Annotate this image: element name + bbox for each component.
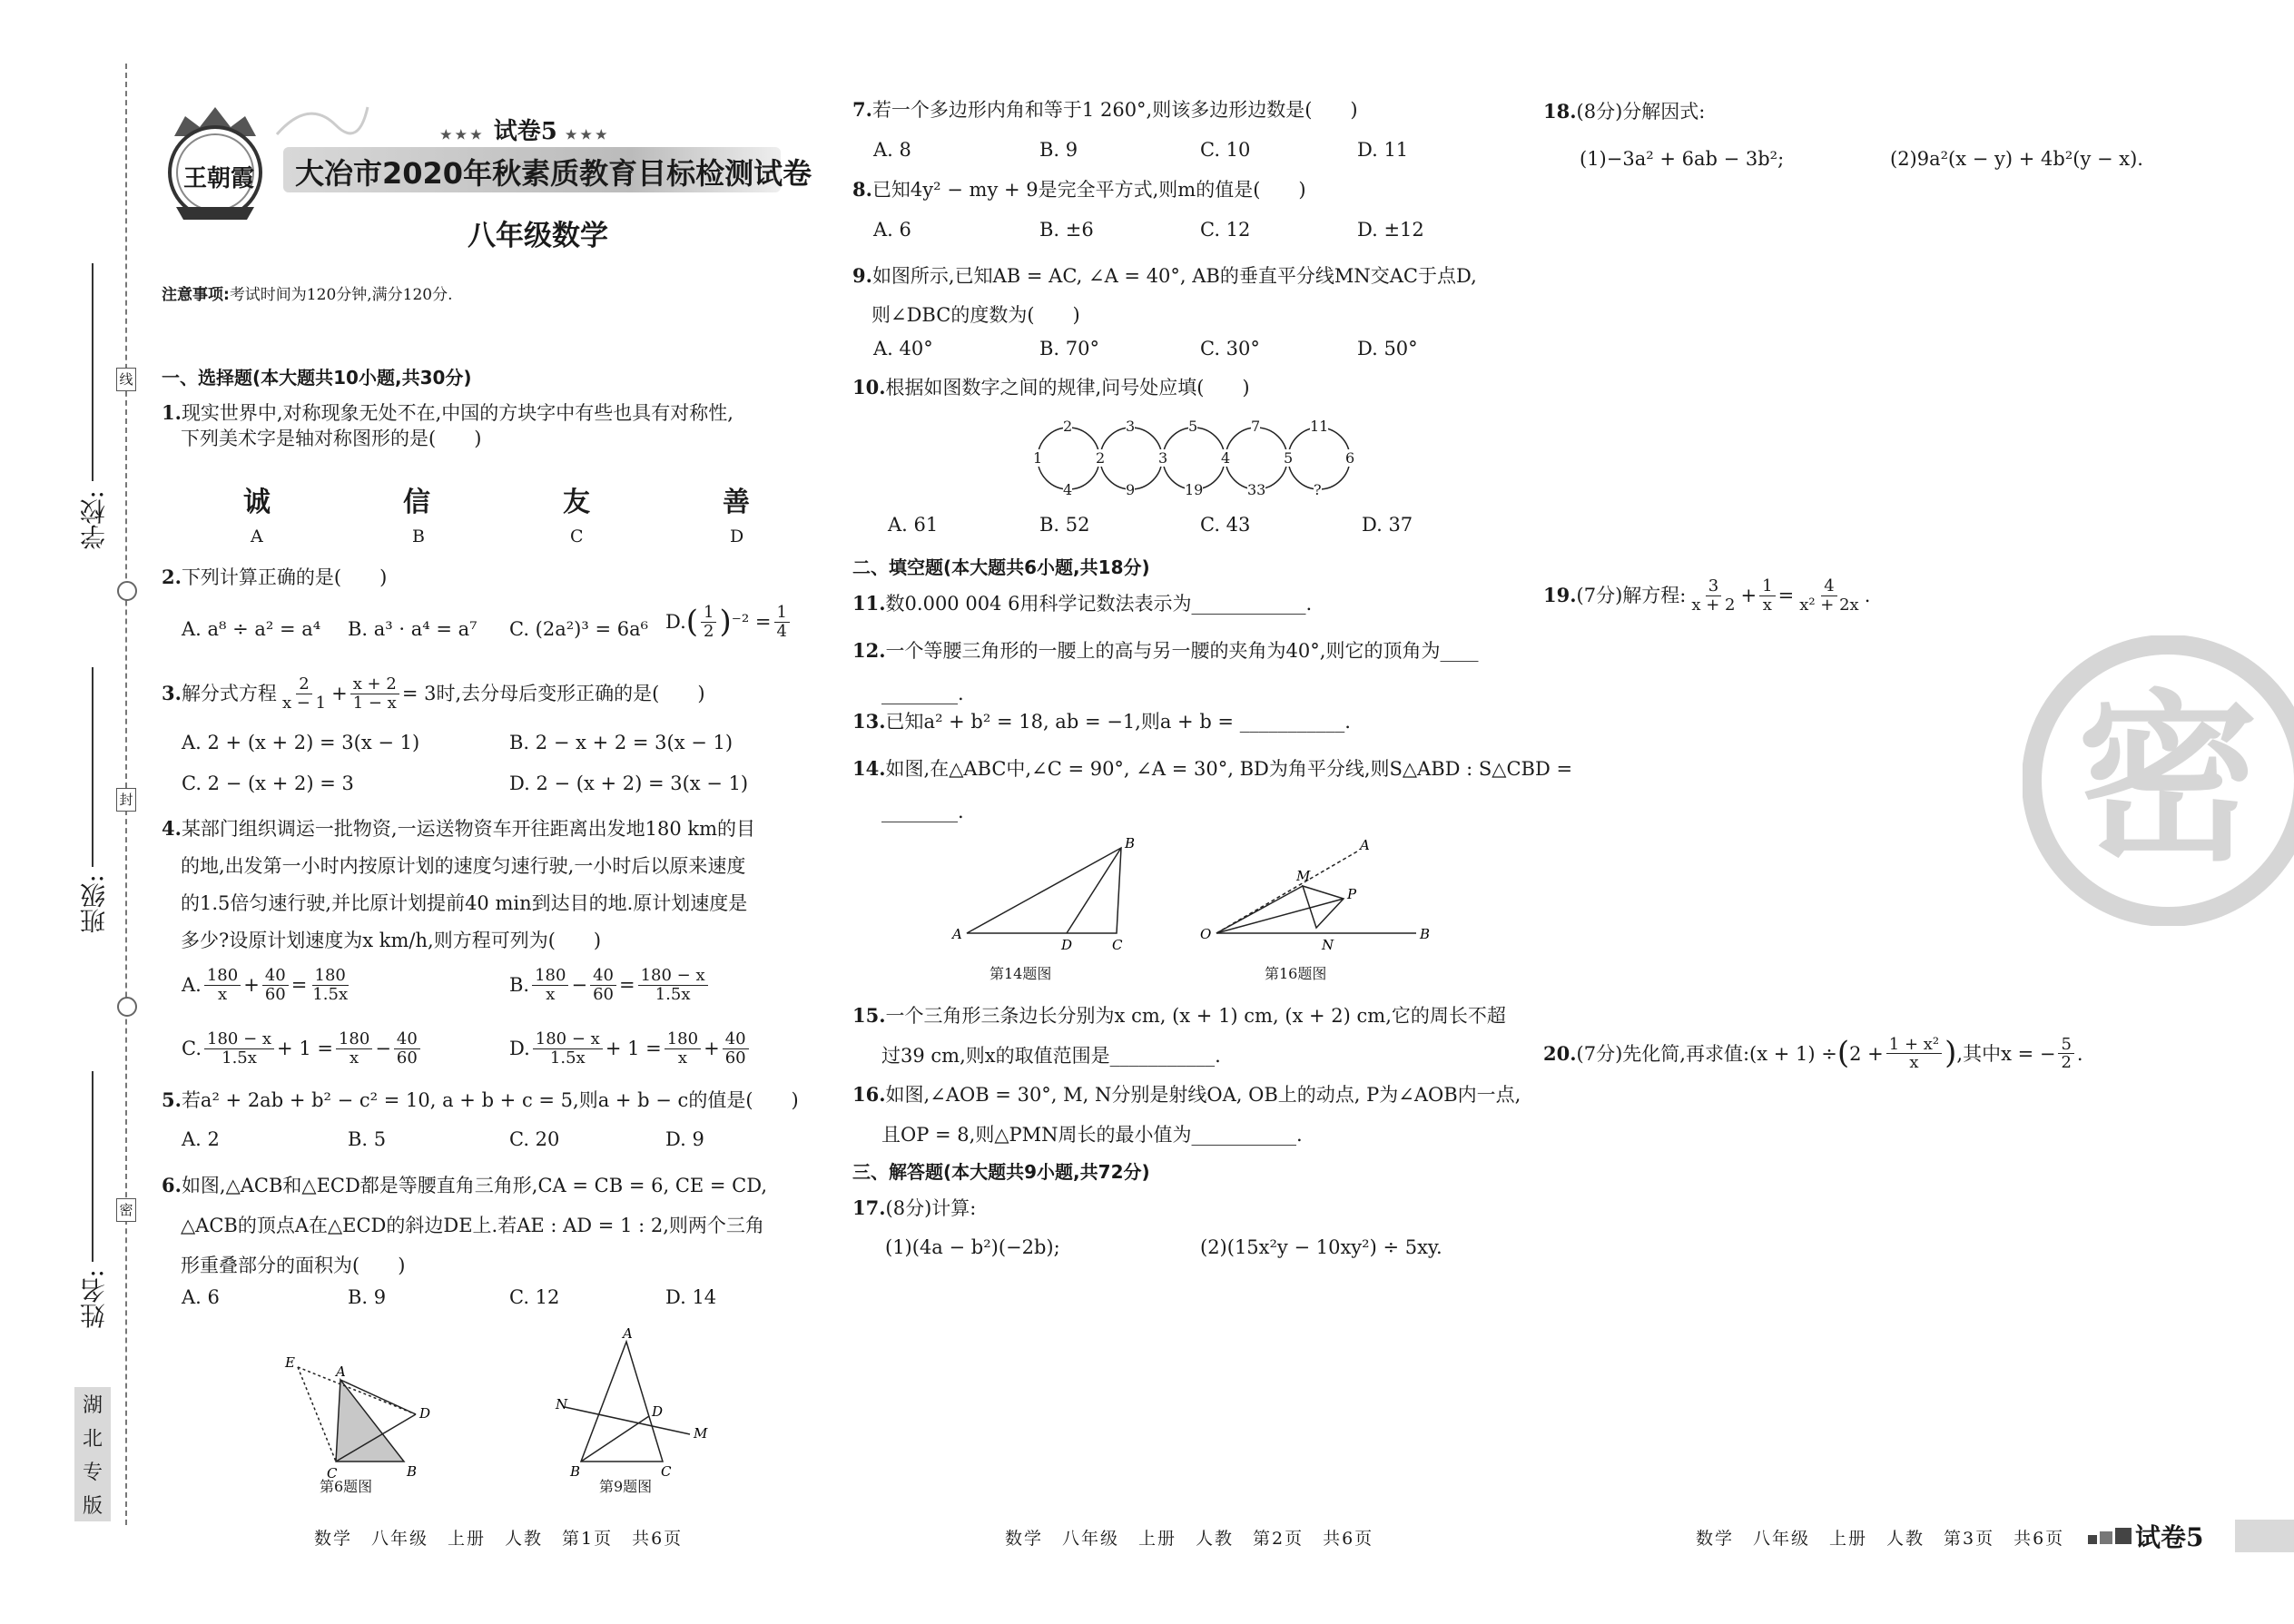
- figure-9-caption: 第9题图: [599, 1478, 653, 1495]
- binding-dot-icon: [117, 997, 137, 1017]
- circle-mid-num: 5: [1284, 449, 1294, 467]
- question-6: 6.如图,△ACB和△ECD都是等腰直角三角形,CA = CB = 6, CE = CD, △ACB的顶点A在△ECD的斜边DE上.若AE : AD = 1 : 2,则两个三角 形重叠部分的面积为( ): [162, 1174, 767, 1276]
- q5-option-d: D. 9: [665, 1128, 704, 1150]
- figure-10-circles: [1030, 413, 1375, 504]
- footer-squares-decoration: [2088, 1528, 2133, 1546]
- svg-text:C: C: [661, 1463, 672, 1480]
- figure-9: [554, 1325, 717, 1480]
- q2-option-d: D. ( $\frac{1}{2}$ ) ⁻² = $\frac{1}{4}$: [665, 604, 793, 641]
- q9-option-d: D. 50°: [1357, 338, 1418, 359]
- footer-paper-tag: 试卷5: [2135, 1522, 2204, 1552]
- q5-option-c: C. 20: [509, 1128, 560, 1150]
- q2-option-b: B. a³ · a⁴ = a⁷: [348, 618, 478, 640]
- q9-option-a: A. 40°: [873, 338, 933, 359]
- figure-6-caption: 第6题图: [320, 1478, 373, 1495]
- svg-text:M: M: [1296, 868, 1311, 884]
- circle-top-num: 7: [1251, 418, 1261, 435]
- circle-top-num: 11: [1310, 418, 1329, 435]
- q7-option-c: C. 10: [1200, 139, 1251, 161]
- school-label: 学校:: [79, 490, 109, 550]
- question-17: 17.(8分)计算:: [852, 1196, 977, 1219]
- question-2: 2.下列计算正确的是( ): [162, 566, 388, 588]
- q2-option-c: C. (2a²)³ = 6a⁶: [509, 618, 649, 640]
- svg-text:A: A: [952, 926, 962, 942]
- question-9: 9.如图所示,已知AB = AC, ∠A = 40°, AB的垂直平分线MN交AC于点D, 则∠DBC的度数为( ): [852, 264, 1477, 326]
- circle-bottom-num: 4: [1063, 481, 1073, 498]
- question-20: 20. (7分)先化简,再求值:(x + 1) ÷ ( 2 + $\frac{\text{1 + x²}}{x}$ ) ,其中x = − $\frac{5}{2}$ .: [1543, 1034, 2083, 1073]
- q4-option-c: C. $\frac{180 - x}{1.5x}$ + 1 = $\frac{180}{x}$ − $\frac{40}{60}$: [182, 1030, 423, 1068]
- q6-option-c: C. 12: [509, 1286, 560, 1308]
- section-choice-heading: 一、选择题(本大题共10小题,共30分): [162, 367, 472, 389]
- circle-mid-num: 3: [1158, 449, 1168, 467]
- question-15: 15.一个三角形三条边长分别为x cm, (x + 1) cm, (x + 2) cm,它的周长不超 过39 cm,则x的取值范围是___________.: [852, 1004, 1506, 1067]
- q10-option-a: A. 61: [888, 514, 939, 536]
- svg-text:A: A: [1360, 837, 1370, 853]
- svg-text:D: D: [1061, 937, 1073, 953]
- class-field: [74, 667, 111, 967]
- svg-text:B: B: [1420, 926, 1431, 942]
- seal-glyph: 密: [2076, 674, 2259, 886]
- question-3: 3. 解分式方程 $\frac{2}{x - 1}$ + $\frac{x + 2}{1 - x}$ = 3时,去分母后变形正确的是( ): [162, 674, 705, 713]
- question-12: 12.一个等腰三角形的一腰上的高与另一腰的夹角为40°,则它的顶角为____ ________.: [852, 639, 1479, 704]
- q4-option-d: D. $\frac{180 - x}{1.5x}$ + 1 = $\frac{180}{x}$ + $\frac{40}{60}$: [509, 1030, 752, 1068]
- footer-tag-bar: [2235, 1520, 2294, 1552]
- question-14: 14.如图,在△ABC中,∠C = 90°, ∠A = 30°, BD为角平分线,则S△ABD : S△CBD = ________.: [852, 757, 1573, 822]
- notice: 注意事项:考试时间为120分钟,满分120分.: [162, 286, 453, 304]
- question-19: 19. (7分)解方程: $\frac{3}{x + 2}$ + $\frac{1}{x}$ = $\frac{4}{\text{x² + 2x}}$ .: [1543, 576, 1871, 615]
- q1-label-d: D: [730, 527, 744, 546]
- svg-text:D: D: [652, 1403, 664, 1420]
- svg-text:M: M: [694, 1425, 708, 1442]
- q3-option-a: A. 2 + (x + 2) = 3(x − 1): [182, 732, 420, 753]
- q1-label-a: A: [251, 527, 263, 546]
- svg-text:E: E: [285, 1354, 295, 1371]
- circle-bottom-num: 33: [1247, 481, 1266, 498]
- subject-title: 八年级数学: [468, 220, 608, 252]
- paper-number: ★★★ 试卷5 ★★★: [440, 118, 611, 145]
- svg-text:N: N: [1322, 937, 1334, 953]
- svg-text:N: N: [556, 1396, 568, 1412]
- q1-char-a: 诚: [243, 487, 271, 518]
- q6-option-d: D. 14: [665, 1286, 717, 1308]
- footer-page-1: 数学 八年级 上册 人教 第1页 共6页: [314, 1529, 684, 1549]
- circle-top-num: 5: [1188, 418, 1198, 435]
- svg-text:B: B: [1125, 835, 1136, 851]
- question-16: 16.如图,∠AOB = 30°, M, N分别是射线OA, OB上的动点, P为∠AOB内一点, 且OP = 8,则△PMN周长的最小值为___________.: [852, 1083, 1521, 1146]
- question-10: 10.根据如图数字之间的规律,问号处应填( ): [852, 376, 1250, 399]
- question-5: 5.若a² + 2ab + b² − c² = 10, a + b + c = 5,则a + b − c的值是( ): [162, 1088, 799, 1111]
- q18-part-1: (1)−3a² + 6ab − 3b²;: [1580, 148, 1785, 170]
- q8-option-d: D. ±12: [1357, 219, 1424, 241]
- q7-option-d: D. 11: [1357, 139, 1409, 161]
- q1-label-b: B: [412, 527, 425, 546]
- svg-text:A: A: [336, 1363, 346, 1380]
- circle-bottom-num: 19: [1185, 481, 1204, 498]
- q17-part-2: (2)(15x²y − 10xy²) ÷ 5xy.: [1200, 1236, 1442, 1258]
- q8-option-b: B. ±6: [1039, 219, 1094, 241]
- circle-bottom-num: 9: [1126, 481, 1136, 498]
- q1-char-b: 信: [403, 487, 430, 518]
- q7-option-a: A. 8: [873, 139, 911, 161]
- circle-top-num: 2: [1063, 418, 1073, 435]
- question-8: 8.已知4y² − my + 9是完全平方式,则m的值是( ): [852, 178, 1306, 201]
- q5-option-b: B. 5: [348, 1128, 387, 1150]
- q3-option-b: B. 2 − x + 2 = 3(x − 1): [509, 732, 733, 753]
- q9-option-c: C. 30°: [1200, 338, 1260, 359]
- q17-part-1: (1)(4a − b²)(−2b);: [885, 1236, 1060, 1258]
- svg-text:C: C: [327, 1465, 338, 1480]
- class-label: 班级:: [79, 874, 109, 934]
- figure-6: [281, 1353, 445, 1480]
- svg-text:D: D: [419, 1405, 431, 1422]
- q8-option-a: A. 6: [873, 219, 911, 241]
- svg-text:C: C: [1112, 937, 1123, 953]
- exam-title: 大冶市2020年秋素质教育目标检测试卷: [295, 156, 812, 191]
- circle-mid-num: 4: [1221, 449, 1231, 467]
- svg-text:B: B: [407, 1463, 418, 1480]
- seal-mark-line: 线: [116, 368, 136, 391]
- figure-16: [1198, 826, 1434, 953]
- q4-option-b: B. $\frac{180}{x}$ − $\frac{40}{60}$ = $\frac{180 - x}{1.5x}$: [509, 967, 711, 1004]
- q2-option-a: A. a⁸ ÷ a² = a⁴: [182, 618, 321, 640]
- section-fill-heading: 二、填空题(本大题共6小题,共18分): [852, 556, 1150, 578]
- school-field: [74, 263, 111, 599]
- q3-option-c: C. 2 − (x + 2) = 3: [182, 773, 354, 794]
- confidential-seal: [2023, 635, 2294, 926]
- q10-option-c: C. 43: [1200, 514, 1251, 536]
- edition-badge: 湖 北 专 版: [74, 1387, 111, 1521]
- q5-option-a: A. 2: [182, 1128, 220, 1150]
- figure-14: [949, 835, 1148, 953]
- svg-text:A: A: [623, 1325, 633, 1342]
- circle-bottom-num: ?: [1314, 481, 1322, 498]
- circle-top-num: 3: [1126, 418, 1136, 435]
- figure-16-caption: 第16题图: [1265, 965, 1327, 982]
- q4-option-a: A. $\frac{180}{x}$ + $\frac{40}{60}$ = $\frac{180}{1.5x}$: [182, 966, 349, 1004]
- q6-option-a: A. 6: [182, 1286, 220, 1308]
- q9-option-b: B. 70°: [1039, 338, 1100, 359]
- q18-part-2: (2)9a²(x − y) + 4b²(y − x).: [1890, 148, 2143, 170]
- publisher-logo: 王朝霞: [156, 100, 274, 227]
- circle-mid-num: 2: [1096, 449, 1106, 467]
- question-13: 13.已知a² + b² = 18, ab = −1,则a + b = ___________.: [852, 710, 1351, 733]
- q10-option-d: D. 37: [1362, 514, 1413, 536]
- q10-option-b: B. 52: [1039, 514, 1090, 536]
- question-11: 11.数0.000 004 6用科学记数法表示为____________.: [852, 592, 1313, 615]
- q1-label-c: C: [570, 527, 584, 546]
- question-4: 4.某部门组织调运一批物资,一运送物资车开往距离出发地180 km的目 的地,出发第一小时内按原计划的速度匀速行驶,一小时后以原来速度 的1.5倍匀速行驶,并比原计划提前40 min到达目的地.原计划速度是 多少?设原计划速度为x km/h,则方程可列为( ): [162, 817, 756, 951]
- q8-option-c: C. 12: [1200, 219, 1251, 241]
- question-1: 1.现实世界中,对称现象无处不在,中国的方块字中有些也具有对称性, 下列美术字是轴对称图形的是( ): [162, 401, 733, 450]
- circle-mid-num: 6: [1345, 449, 1355, 467]
- svg-text:B: B: [570, 1463, 581, 1480]
- name-field: [74, 1071, 111, 1343]
- circle-mid-num: 1: [1033, 449, 1043, 467]
- q6-option-b: B. 9: [348, 1286, 387, 1308]
- seal-mark-secret: 密: [116, 1198, 136, 1222]
- footer-page-3: 数学 八年级 上册 人教 第3页 共6页: [1696, 1529, 2065, 1549]
- svg-text:O: O: [1200, 926, 1212, 942]
- q1-char-d: 善: [723, 487, 750, 518]
- seal-mark-seal: 封: [116, 788, 136, 812]
- svg-text:P: P: [1347, 886, 1357, 902]
- section-answer-heading: 三、解答题(本大题共9小题,共72分): [852, 1161, 1150, 1183]
- figure-14-caption: 第14题图: [989, 965, 1052, 982]
- q3-option-d: D. 2 − (x + 2) = 3(x − 1): [509, 773, 749, 794]
- name-label: 姓名:: [79, 1269, 109, 1329]
- q1-char-c: 友: [563, 487, 590, 518]
- question-18: 18.(8分)分解因式:: [1543, 100, 1706, 123]
- footer-page-2: 数学 八年级 上册 人教 第2页 共6页: [1005, 1529, 1374, 1549]
- binding-dot-icon: [117, 581, 137, 601]
- question-7: 7.若一个多边形内角和等于1 260°,则该多边形边数是( ): [852, 98, 1358, 121]
- q7-option-b: B. 9: [1039, 139, 1078, 161]
